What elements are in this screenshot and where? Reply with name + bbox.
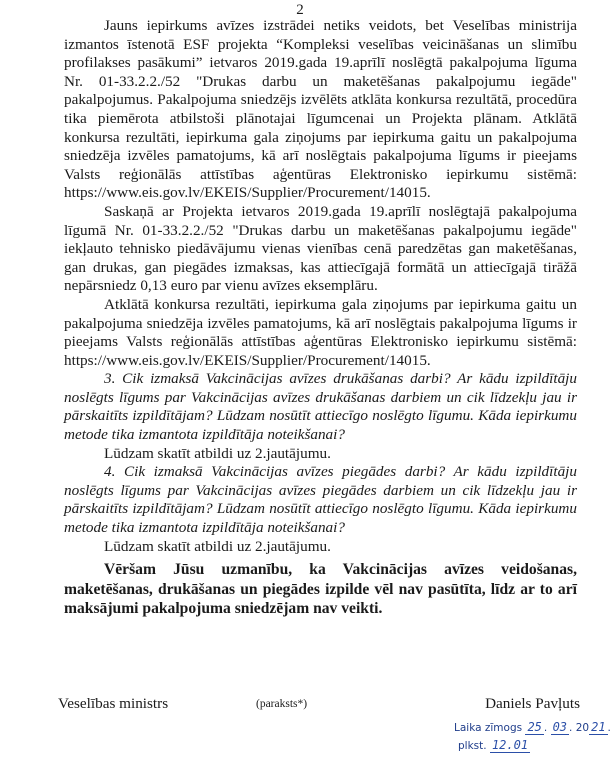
signature-placeholder: (paraksts*) — [256, 698, 308, 710]
question-4: 4. Cik izmaksā Vakcinācijas avīzes piegādes darbi? Ar kādu izpildītāju noslēgts līgums par Vakcinācijas avīzes piegādes darbiem un cik līdzekļu jau ir pārskaitīts izpildītājam? Lūdzam nosūtīt attiecīgo noslēgto līgumu. Kāda iepirkumu metode tika izmantota izpildītāja noteikšanai? — [64, 463, 577, 537]
signature-block — [58, 695, 580, 715]
stamp-date-line: Laika zīmogs 25 . 03 . 20 21 . — [454, 720, 611, 734]
stamp-time: 12.01 — [491, 738, 529, 752]
stamp-year-suffix: 21 — [591, 720, 606, 734]
paragraph-unit-price: Saskaņā ar Projekta ietvaros 2019.gada 19.aprīlī noslēgtajā pakalpojuma līgumā Nr. 01-33.2.2./52 "Drukas darbu un maketēšanas pakalpojumu iegāde" iekļauto tehnisko piedāvājumu vienas vienības cenā paredzētas gan maketēšanas, gan drukas, gan piegādes izmaksas, kas attiecīgajā formātā un attiecīgajā tirāžā nepārsniedz 0,13 euro par vienu avīzes eksemplāru. — [64, 202, 577, 295]
stamp-day: 25 — [527, 720, 542, 734]
letter-body — [64, 17, 577, 619]
time-stamp — [454, 716, 611, 756]
stamp-year-prefix: 20 — [575, 722, 590, 734]
question-3: 3. Cik izmaksā Vakcinācijas avīzes drukāšanas darbi? Ar kādu izpildītāju noslēgts līgums par Vakcinācijas avīzes drukāšanas darbiem un cik līdzekļu jau ir pārskaitīts izpildītājam? Lūdzam nosūtīt attiecīgo noslēgto līgumu. Kāda iepirkumu metode tika izmantota izpildītāja noteikšanai? — [64, 370, 577, 444]
paragraph-procurement: Jauns iepirkums avīzes izstrādei netiks veidots, bet Veselības ministrija izmantos īstenotā ESF projekta “Kompleksi veselības veicināšanas un slimību profilakses pasākumi” ietvaros 2019.gada 19.aprīlī noslēgtā pakalpojuma līguma Nr. 01-33.2.2./52 "Drukas darbu un maketēšanas pakalpojumu iegāde" pakalpojumus. Pakalpojuma sniedzējs izvēlēts atklāta konkursa rezultātā, procedūra tika piemērota atbilstoši plānotajai līgumcenai un Projekta plānam. Atklātā konkursa rezultāti, iepirkuma gala ziņojums par iepirkuma gaitu un pakalpojuma sniedzēja izvēles pamatojums, kā arī noslēgtais pakalpojuma līgums ir pieejams Valsts reģionālās attīstības aģentūras Elektronisko iepirkumu sistēmā: https://www.eis.gov.lv/EKEIS/Supplier/Procurement/14015. — [64, 17, 577, 202]
stamp-plkst-label: plkst. — [458, 740, 487, 752]
signatory-name: Daniels Pavļuts — [485, 695, 580, 712]
paragraph-results: Atklātā konkursa rezultāti, iepirkuma gala ziņojums par iepirkuma gaitu un pakalpojuma sniedzēja izvēles pamatojums, kā arī noslēgtais pakalpojuma līgums ir pieejams Valsts reģionālās attīstības aģentūras Elektronisko iepirkumu sistēmā: https://www.eis.gov.lv/EKEIS/Supplier/Procurement/14015. — [64, 295, 577, 369]
stamp-month: 03 — [552, 720, 568, 734]
closing-notice: Vēršam Jūsu uzmanību, ka Vakcinācijas avīzes veidošanas, maketēšanas, drukāšanas un piegādes izpilde vēl nav pasūtīta, līdz ar to arī maksājumi pakalpojuma sniedzējam nav veikti. — [64, 561, 577, 618]
stamp-time-line — [458, 738, 530, 752]
page-number: 2 — [296, 2, 304, 18]
answer-3: Lūdzam skatīt atbildi uz 2.jautājumu. — [104, 444, 331, 462]
stamp-label: Laika zīmogs — [454, 722, 523, 734]
answer-4: Lūdzam skatīt atbildi uz 2.jautājumu. — [104, 537, 331, 555]
signatory-position: Veselības ministrs — [58, 695, 169, 712]
